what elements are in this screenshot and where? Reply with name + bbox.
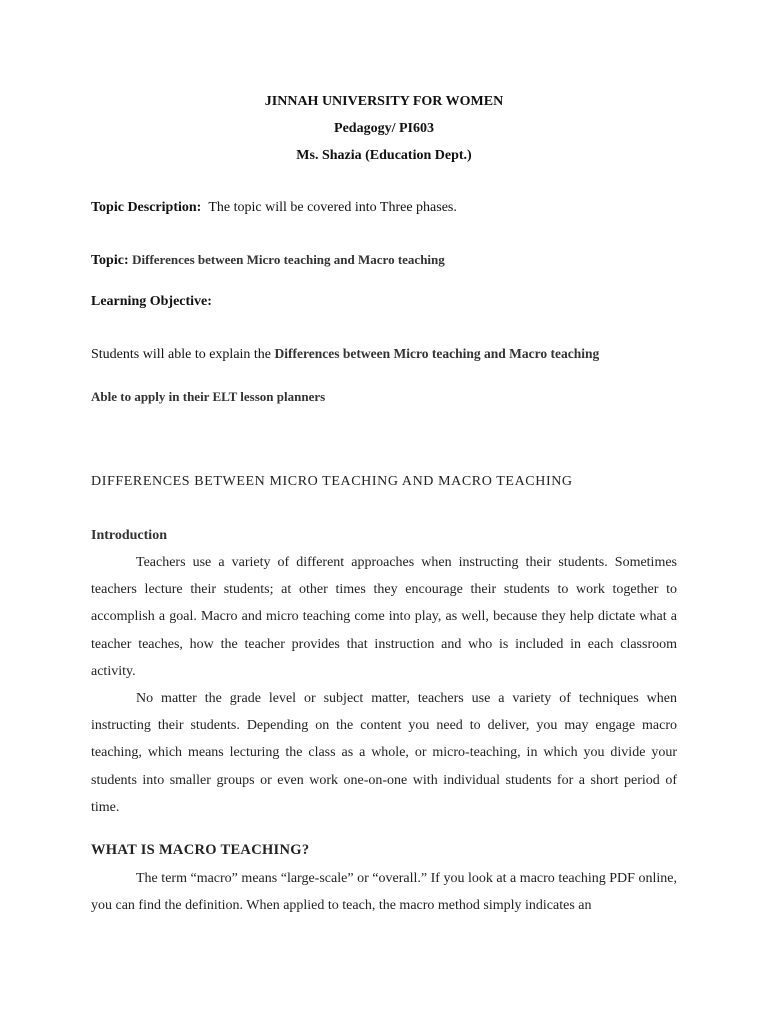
topic-text: Differences between Micro teaching and Macro teaching	[132, 252, 445, 267]
learning-objective-line1	[91, 346, 599, 363]
topic-description-label: Topic Description:	[91, 200, 202, 215]
instructor-name: Ms. Shazia (Education Dept.)	[296, 148, 472, 163]
university-title: JINNAH UNIVERSITY FOR WOMEN	[264, 94, 504, 109]
macro-body	[91, 865, 677, 919]
introduction-body	[91, 549, 677, 821]
objective-bold: Differences between Micro teaching and Macro teaching	[274, 346, 600, 361]
learning-objective-label: Learning Objective:	[91, 294, 212, 309]
course-code: Pedagogy/ PI603	[334, 121, 434, 136]
introduction-paragraph-1: Teachers use a variety of different approaches when instructing their students. Sometimes teachers lecture their students; at other times they encourage their students to work together to accomplish a goal. Macro and micro teaching come into play, as well, because they help dictate what a teacher teaches, how the teacher provides that instruction and who is included in each classroom activity.	[91, 555, 677, 679]
introduction-paragraph-2: No matter the grade level or subject matter, teachers use a variety of techniques when instructing their students. Depending on the content you need to deliver, you may engage macro teaching, which means lecturing the class as a whole, or micro-teaching, in which you divide your students into smaller groups or even work one-on-one with individual students for a short period of time.	[91, 691, 677, 815]
introduction-heading: Introduction	[91, 528, 167, 543]
section-heading: DIFFERENCES BETWEEN MICRO TEACHING AND MACRO TEACHING	[91, 474, 573, 489]
objective-prefix: Students will able to explain the	[91, 347, 275, 362]
learning-objective-heading	[91, 294, 212, 310]
learning-objective-line2: Able to apply in their ELT lesson planners	[91, 389, 326, 404]
macro-heading: WHAT IS MACRO TEACHING?	[91, 842, 310, 858]
macro-paragraph: The term “macro” means “large-scale” or “overall.” If you look at a macro teaching PDF online, you can find the definition. When applied to teach, the macro method simply indicates an	[91, 871, 677, 914]
topic-description-text: The topic will be covered into Three phases.	[208, 200, 457, 215]
topic-label: Topic:	[91, 253, 129, 268]
topic	[91, 252, 445, 269]
topic-description	[91, 200, 457, 216]
